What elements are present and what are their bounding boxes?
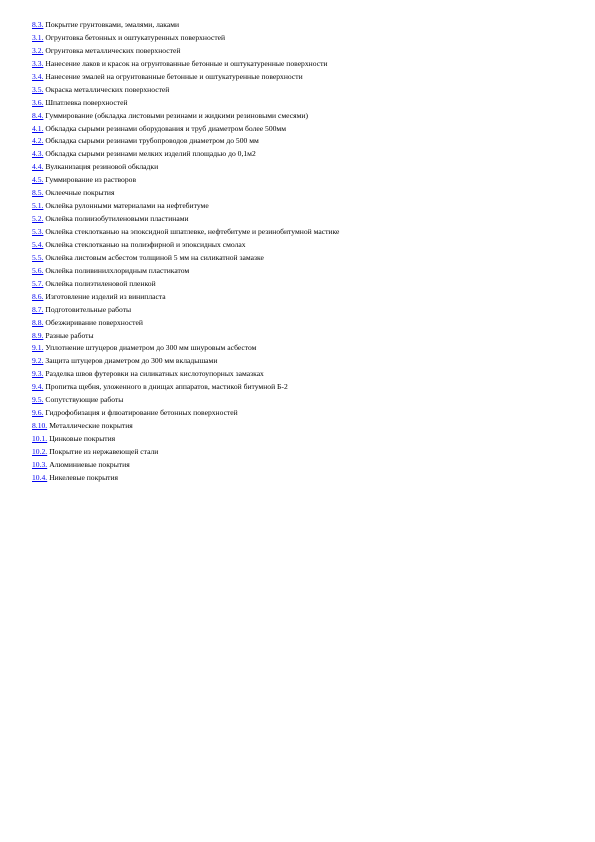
- toc-entry-title: Нанесение лаков и красок на огрунтованные бетонные и оштукатуренные поверхности: [45, 58, 328, 68]
- toc-entry-title: Сопутствующие работы: [45, 395, 124, 405]
- toc-link-number[interactable]: 9.1.: [32, 343, 44, 353]
- toc-link-number[interactable]: 8.4.: [32, 110, 44, 120]
- toc-link-number[interactable]: 8.3.: [32, 20, 44, 29]
- toc-link-number[interactable]: 10.2.: [32, 446, 48, 456]
- toc-entry: [32, 446, 572, 459]
- toc-entry: [32, 148, 572, 161]
- toc-entry-title: Огрунтовка бетонных и оштукатуренных поверхностей: [45, 32, 226, 42]
- toc-entry: [32, 459, 572, 472]
- toc-link-number[interactable]: 9.6.: [32, 408, 44, 418]
- toc-entry-title: Оклейка поливинилхлоридным пластикатом: [45, 265, 190, 275]
- toc-link-number[interactable]: 8.5.: [32, 188, 44, 198]
- toc-link-number[interactable]: 4.2.: [32, 136, 44, 146]
- toc-entry-title: Оклеечные покрытия: [45, 188, 115, 198]
- toc-link-number[interactable]: 3.4.: [32, 71, 44, 81]
- toc-entry: [32, 472, 572, 485]
- toc-entry: [32, 252, 572, 265]
- toc-link-number[interactable]: 9.3.: [32, 369, 44, 379]
- toc-entry-title: Обкладка сырыми резинами мелких изделий площадью до 0,1м2: [45, 149, 256, 159]
- toc-entry-title: Гидрофобизация и флюатирование бетонных поверхностей: [45, 408, 238, 418]
- toc-link-number[interactable]: 3.2.: [32, 45, 44, 55]
- toc-entry-title: Нанесение эмалей на огрунтованные бетонные и оштукатуренные поверхности: [45, 71, 303, 81]
- toc-entry-title: Вулканизация резиновой обкладки: [45, 162, 159, 172]
- toc-link-number[interactable]: 10.1.: [32, 434, 48, 443]
- toc-link-number[interactable]: 3.1.: [32, 32, 44, 42]
- toc-entry-title: Разделка швов футеровки на силикатных кислотоупорных замазках: [45, 369, 264, 379]
- toc-entry: [32, 71, 572, 84]
- toc-entry: [32, 123, 572, 136]
- toc-entry: [32, 278, 572, 291]
- toc-entry-title: Оклейка полиэтиленовой пленкой: [45, 278, 156, 288]
- toc-link-number[interactable]: 8.8.: [32, 317, 44, 327]
- toc-entry-title: Изготовление изделий из винипласта: [45, 291, 166, 301]
- toc-entry: [32, 187, 572, 200]
- toc-entry-title: Алюминиевые покрытия: [49, 459, 130, 469]
- toc-entry-title: Покрытие из нержавеющей стали: [49, 446, 159, 456]
- toc-entry-title: Оклейка полиизобутиленовыми пластинами: [45, 214, 189, 224]
- toc-link-number[interactable]: 5.2.: [32, 214, 44, 224]
- toc-entry: [32, 407, 572, 420]
- toc-entry-title: Обкладка сырыми резинами трубопроводов диаметром до 500 мм: [45, 136, 259, 146]
- toc-entry: [32, 45, 572, 58]
- toc-link-number[interactable]: 3.3.: [32, 58, 44, 68]
- table-of-contents: [32, 19, 572, 485]
- toc-entry-title: Металлические покрытия: [49, 421, 133, 431]
- toc-entry: [32, 381, 572, 394]
- toc-entry-title: Подготовительные работы: [45, 304, 132, 314]
- toc-entry-title: Уплотнение штуцеров диаметром до 300 мм шнуровым асбестом: [45, 343, 257, 353]
- toc-entry-title: Цинковые покрытия: [49, 434, 116, 443]
- toc-link-number[interactable]: 4.3.: [32, 149, 44, 159]
- toc-entry-title: Шпатлевка поверхностей: [45, 97, 128, 107]
- toc-entry: [32, 58, 572, 71]
- toc-link-number[interactable]: 5.3.: [32, 227, 44, 236]
- toc-link-number[interactable]: 8.10.: [32, 421, 48, 431]
- toc-link-number[interactable]: 5.7.: [32, 278, 44, 288]
- toc-entry: [32, 32, 572, 45]
- toc-entry-title: Оклейка рулонными материалами на нефтебитуме: [45, 201, 209, 211]
- toc-entry-title: Никелевые покрытия: [49, 472, 119, 482]
- toc-entry-title: Окраска металлических поверхностей: [45, 84, 170, 94]
- toc-link-number[interactable]: 5.1.: [32, 201, 44, 211]
- toc-entry-title: Пропитка щебня, уложенного в днищах аппаратов, мастикой битумной Б-2: [45, 382, 288, 392]
- toc-entry: [32, 355, 572, 368]
- toc-entry: [32, 200, 572, 213]
- toc-entry: [32, 304, 572, 317]
- toc-entry: [32, 174, 572, 187]
- toc-link-number[interactable]: 3.5.: [32, 84, 44, 94]
- toc-entry: [32, 265, 572, 278]
- toc-entry-title: Гуммирование (обкладка листовыми резинами и жидкими резиновыми смесями): [45, 110, 308, 120]
- toc-entry: [32, 317, 572, 330]
- toc-entry-title: Оклейка листовым асбестом толщиной 5 мм на силикатной замазке: [45, 252, 264, 262]
- toc-entry: [32, 394, 572, 407]
- toc-entry-title: Гуммирование из растворов: [45, 175, 137, 185]
- toc-entry: [32, 97, 572, 110]
- toc-link-number[interactable]: 9.2.: [32, 356, 44, 366]
- toc-link-number[interactable]: 4.4.: [32, 162, 44, 172]
- toc-link-number[interactable]: 9.4.: [32, 382, 44, 392]
- toc-link-number[interactable]: 4.1.: [32, 123, 44, 133]
- toc-link-number[interactable]: 5.4.: [32, 239, 44, 249]
- toc-entry: [32, 330, 572, 343]
- toc-entry: [32, 420, 572, 433]
- toc-link-number[interactable]: 8.6.: [32, 291, 44, 301]
- toc-link-number[interactable]: 9.5.: [32, 395, 44, 405]
- toc-entry-title: Оклейка стеклотканью на полиэфирной и эпоксидных смолах: [45, 239, 246, 249]
- toc-entry: [32, 161, 572, 174]
- toc-link-number[interactable]: 10.4.: [32, 472, 48, 482]
- toc-link-number[interactable]: 5.5.: [32, 252, 44, 262]
- toc-link-number[interactable]: 8.9.: [32, 330, 44, 340]
- toc-entry-title: Оклейка стеклотканью на эпоксидной шпатлевке, нефтебитуме и резинобитумной мастике: [45, 227, 340, 236]
- toc-entry: [32, 291, 572, 304]
- toc-entry: [32, 19, 572, 32]
- toc-entry-title: Защита штуцеров диаметром до 300 мм вкладышами: [45, 356, 218, 366]
- toc-link-number[interactable]: 4.5.: [32, 175, 44, 185]
- toc-link-number[interactable]: 3.6.: [32, 97, 44, 107]
- toc-entry: [32, 84, 572, 97]
- toc-entry: [32, 213, 572, 226]
- toc-entry-title: Покрытие грунтовками, эмалями, лаками: [45, 20, 180, 29]
- toc-entry: [32, 135, 572, 148]
- toc-entry: [32, 226, 572, 239]
- toc-entry: [32, 239, 572, 252]
- toc-entry-title: Обкладка сырыми резинами оборудования и труб диаметром более 500мм: [45, 123, 287, 133]
- toc-link-number[interactable]: 10.3.: [32, 459, 48, 469]
- toc-entry: [32, 110, 572, 123]
- toc-entry-title: Обезжиривание поверхностей: [45, 317, 143, 327]
- toc-entry: [32, 342, 572, 355]
- toc-entry-title: Огрунтовка металлических поверхностей: [45, 45, 181, 55]
- toc-entry: [32, 433, 572, 446]
- toc-link-number[interactable]: 5.6.: [32, 265, 44, 275]
- toc-link-number[interactable]: 8.7.: [32, 304, 44, 314]
- toc-entry: [32, 368, 572, 381]
- toc-entry-title: Разные работы: [45, 330, 94, 340]
